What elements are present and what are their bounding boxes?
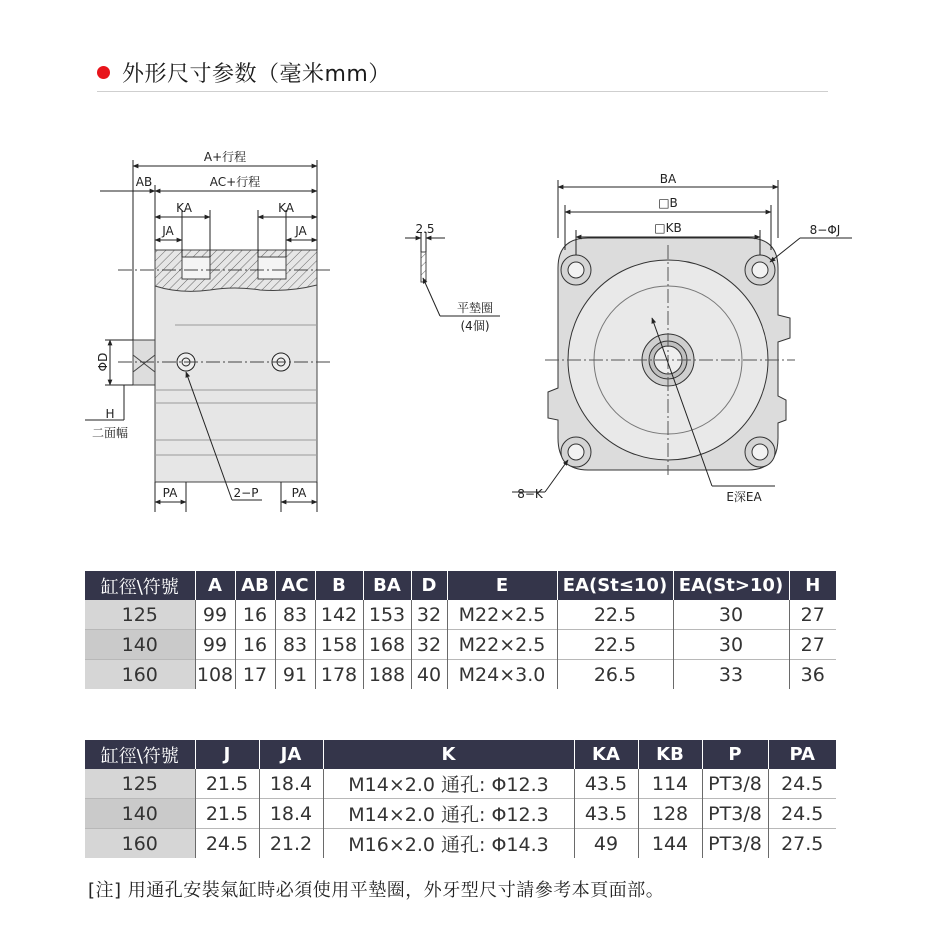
column-header: H	[789, 571, 836, 600]
table-cell: 21.2	[259, 829, 323, 859]
column-header: P	[702, 740, 768, 769]
table-cell: 21.5	[195, 769, 259, 799]
column-header: K	[323, 740, 574, 769]
table-cell: M22×2.5	[447, 630, 557, 660]
table-cell: 32	[411, 600, 447, 630]
table-cell: 144	[638, 829, 702, 859]
table-cell: M24×3.0	[447, 660, 557, 690]
table-cell: 49	[574, 829, 638, 859]
table-cell: 99	[195, 600, 235, 630]
column-header: JA	[259, 740, 323, 769]
table-cell: 158	[315, 630, 363, 660]
table-header-row	[85, 740, 836, 769]
dim-ac-label: AC+行程	[209, 175, 261, 189]
table-cell: 178	[315, 660, 363, 690]
table-cell: 83	[275, 630, 315, 660]
column-header: EA(St>10)	[673, 571, 789, 600]
dim-p-label: 2−P	[233, 486, 259, 500]
table-cell: 22.5	[557, 600, 673, 630]
table-cell: 17	[235, 660, 275, 690]
section-title: 外形尺寸参数（毫米mm）	[122, 61, 391, 87]
spec-table-1	[85, 571, 836, 689]
column-header: PA	[768, 740, 836, 769]
table-cell: 30	[673, 600, 789, 630]
table-cell: 188	[363, 660, 411, 690]
column-header: KB	[638, 740, 702, 769]
table-cell: 30	[673, 630, 789, 660]
table-row	[85, 630, 836, 660]
dim-b-label: □B	[658, 196, 678, 210]
column-header: KA	[574, 740, 638, 769]
table-cell: 22.5	[557, 630, 673, 660]
table-cell: 114	[638, 769, 702, 799]
dim-ab-label: AB	[135, 175, 153, 189]
table-cell: 16	[235, 600, 275, 630]
table-cell: 32	[411, 630, 447, 660]
table-row	[85, 829, 836, 859]
table-cell: PT3/8	[702, 769, 768, 799]
table-row	[85, 799, 836, 829]
dim-h-label: H	[105, 407, 115, 421]
table-cell: 140	[85, 799, 195, 829]
table-row	[85, 769, 836, 799]
table-cell: M22×2.5	[447, 600, 557, 630]
dim-ba-label: BA	[659, 172, 677, 186]
table-cell: 40	[411, 660, 447, 690]
table-cell: 108	[195, 660, 235, 690]
column-header: J	[195, 740, 259, 769]
footnote: [注] 用通孔安裝氣缸時必須使用平墊圈，外牙型尺寸請參考本頁面部。	[88, 880, 665, 901]
table-cell: 33	[673, 660, 789, 690]
table-cell: 24.5	[768, 799, 836, 829]
dim-k-label: 8−K	[517, 487, 543, 501]
table-cell: 142	[315, 600, 363, 630]
table-cell: 128	[638, 799, 702, 829]
washer-count-label: (4個)	[460, 319, 490, 333]
dim-a-label: A+行程	[203, 150, 247, 164]
table-cell: 43.5	[574, 769, 638, 799]
column-header: 缸徑\符號	[85, 571, 195, 600]
table-cell: M16×2.0 通孔: Φ14.3	[323, 829, 574, 859]
table-cell: 27	[789, 600, 836, 630]
column-header: AC	[275, 571, 315, 600]
table-cell: 125	[85, 600, 195, 630]
dim-j-label: 8−ΦJ	[809, 223, 841, 237]
table-cell: PT3/8	[702, 799, 768, 829]
front-view	[512, 180, 852, 492]
table-row	[85, 600, 836, 630]
column-header: BA	[363, 571, 411, 600]
dim-pa-left-label: PA	[162, 486, 178, 500]
washer-label: 平墊圈	[456, 301, 494, 315]
dim-ja-left-label: JA	[162, 224, 174, 238]
table-cell: 24.5	[195, 829, 259, 859]
table-row	[85, 660, 836, 690]
column-header: AB	[235, 571, 275, 600]
table-cell: 26.5	[557, 660, 673, 690]
table-cell: 18.4	[259, 799, 323, 829]
table-cell: M14×2.0 通孔: Φ12.3	[323, 799, 574, 829]
table-cell: 91	[275, 660, 315, 690]
table-cell: 99	[195, 630, 235, 660]
table-cell: PT3/8	[702, 829, 768, 859]
dim-d-label: ΦD	[96, 352, 110, 372]
column-header: A	[195, 571, 235, 600]
table-cell: 160	[85, 660, 195, 690]
h-description-label: 二面幅	[91, 426, 129, 440]
washer-thickness-label: 2.5	[415, 222, 435, 236]
table-cell: 16	[235, 630, 275, 660]
dim-pa-right-label: PA	[291, 486, 307, 500]
column-header: B	[315, 571, 363, 600]
table-header-row	[85, 571, 836, 600]
table-cell: 125	[85, 769, 195, 799]
dim-ja-right-label: JA	[295, 224, 307, 238]
table-cell: 21.5	[195, 799, 259, 829]
table-cell: 43.5	[574, 799, 638, 829]
dim-ka-left-label: KA	[176, 201, 192, 215]
table-cell: 36	[789, 660, 836, 690]
column-header: 缸徑\符號	[85, 740, 195, 769]
dim-kb-label: □KB	[654, 221, 682, 235]
dim-e-label: E深EA	[726, 490, 762, 504]
table-cell: 153	[363, 600, 411, 630]
spec-table-2	[85, 740, 836, 858]
table-cell: 140	[85, 630, 195, 660]
table-cell: 27	[789, 630, 836, 660]
column-header: EA(St≤10)	[557, 571, 673, 600]
table-cell: 27.5	[768, 829, 836, 859]
dim-ka-right-label: KA	[278, 201, 294, 215]
table-cell: 168	[363, 630, 411, 660]
table-cell: 24.5	[768, 769, 836, 799]
table-cell: 83	[275, 600, 315, 630]
column-header: D	[411, 571, 447, 600]
table-cell: 18.4	[259, 769, 323, 799]
table-cell: M14×2.0 通孔: Φ12.3	[323, 769, 574, 799]
table-cell: 160	[85, 829, 195, 859]
column-header: E	[447, 571, 557, 600]
